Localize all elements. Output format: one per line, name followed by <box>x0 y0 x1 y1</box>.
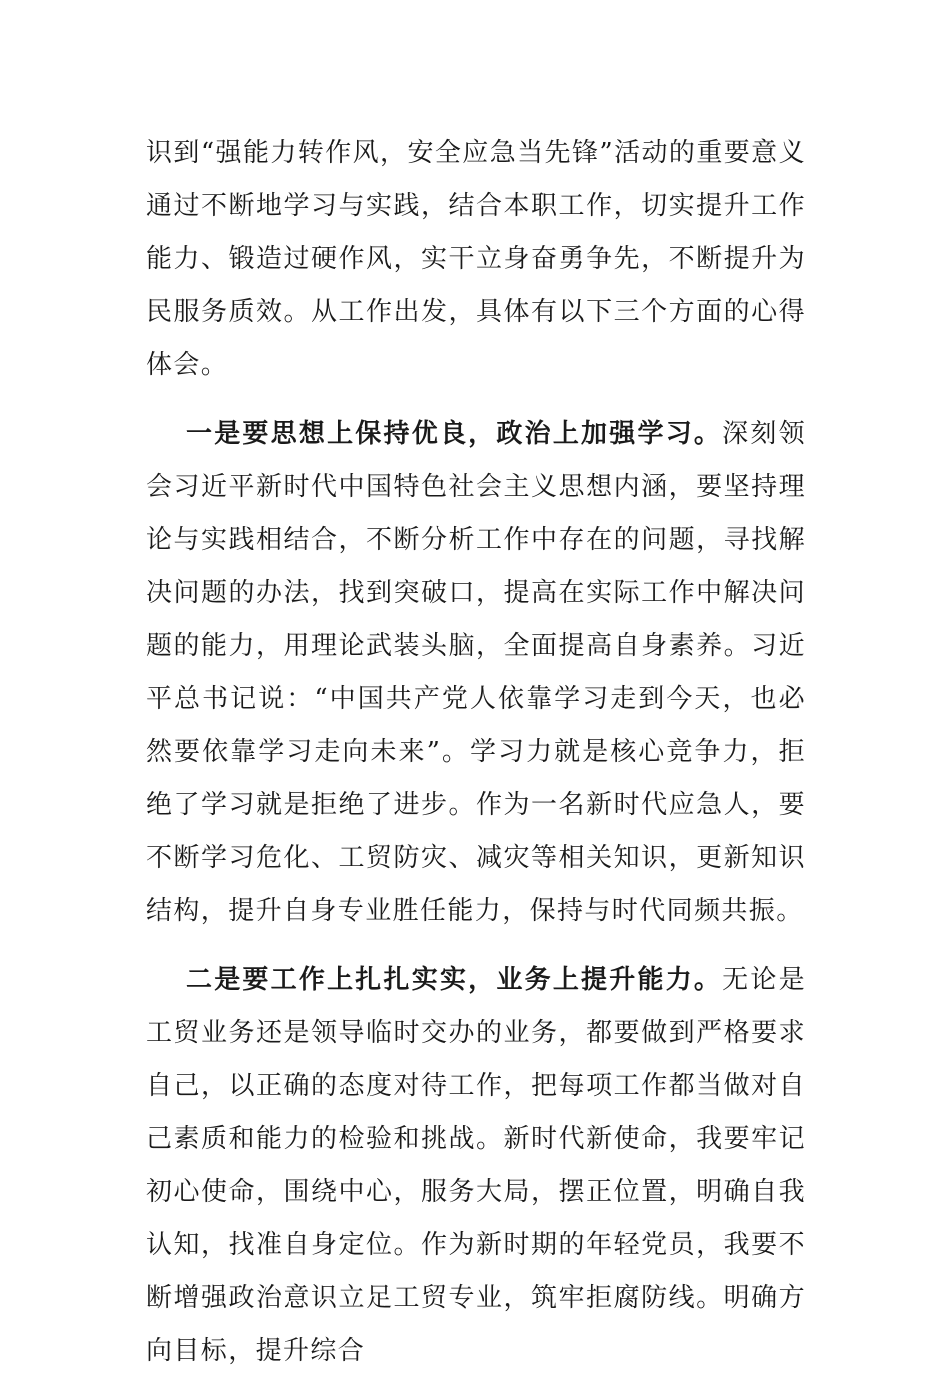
paragraph-text: 深刻领会习近平新时代中国特色社会主义思想内涵，要坚持理论与实践相结合，不断分析工作中存在的问题，寻找解决问题的办法，找到突破口，提高在实际工作中解决问题的能力，用理论武装头脑，全面提高自身素养。习近平总书记说：“中国共产党人依靠学习走到今天，也必然要依靠学习走向未来”。学习力就是核心竞争力，拒绝了学习就是拒绝了进步。作为一名新时代应急人，要不断学习危化、工贸防灾、减灾等相关知识，更新知识结构，提升自身专业胜任能力，保持与时代同频共振。 <box>146 419 806 926</box>
paragraph-point-two <box>146 954 806 1378</box>
document-body <box>146 127 806 1378</box>
paragraph-text: 无论是工贸业务还是领导临时交办的业务，都要做到严格要求自己，以正确的态度对待工作，把每项工作都当做对自己素质和能力的检验和挑战。新时代新使命，我要牢记初心使命，围绕中心，服务大局，摆正位置，明确自我认知，找准自身定位。作为新时期的年轻党员，我要不断增强政治意识立足工贸专业，筑牢拒腐防线。明确方向目标，提升综合 <box>146 965 806 1366</box>
paragraph-lead-heading: 一是要思想上保持优良，政治上加强学习。 <box>186 419 723 449</box>
paragraph-text: 识到“强能力转作风，安全应急当先锋”活动的重要意义通过不断地学习与实践，结合本职工作，切实提升工作能力、锻造过硬作风，实干立身奋勇争先，不断提升为民服务质效。从工作出发，具体有以下三个方面的心得体会。 <box>146 138 806 380</box>
paragraph-point-one <box>146 408 806 938</box>
paragraph-intro-continuation <box>146 127 806 392</box>
paragraph-lead-heading: 二是要工作上扎扎实实，业务上提升能力。 <box>186 965 723 995</box>
